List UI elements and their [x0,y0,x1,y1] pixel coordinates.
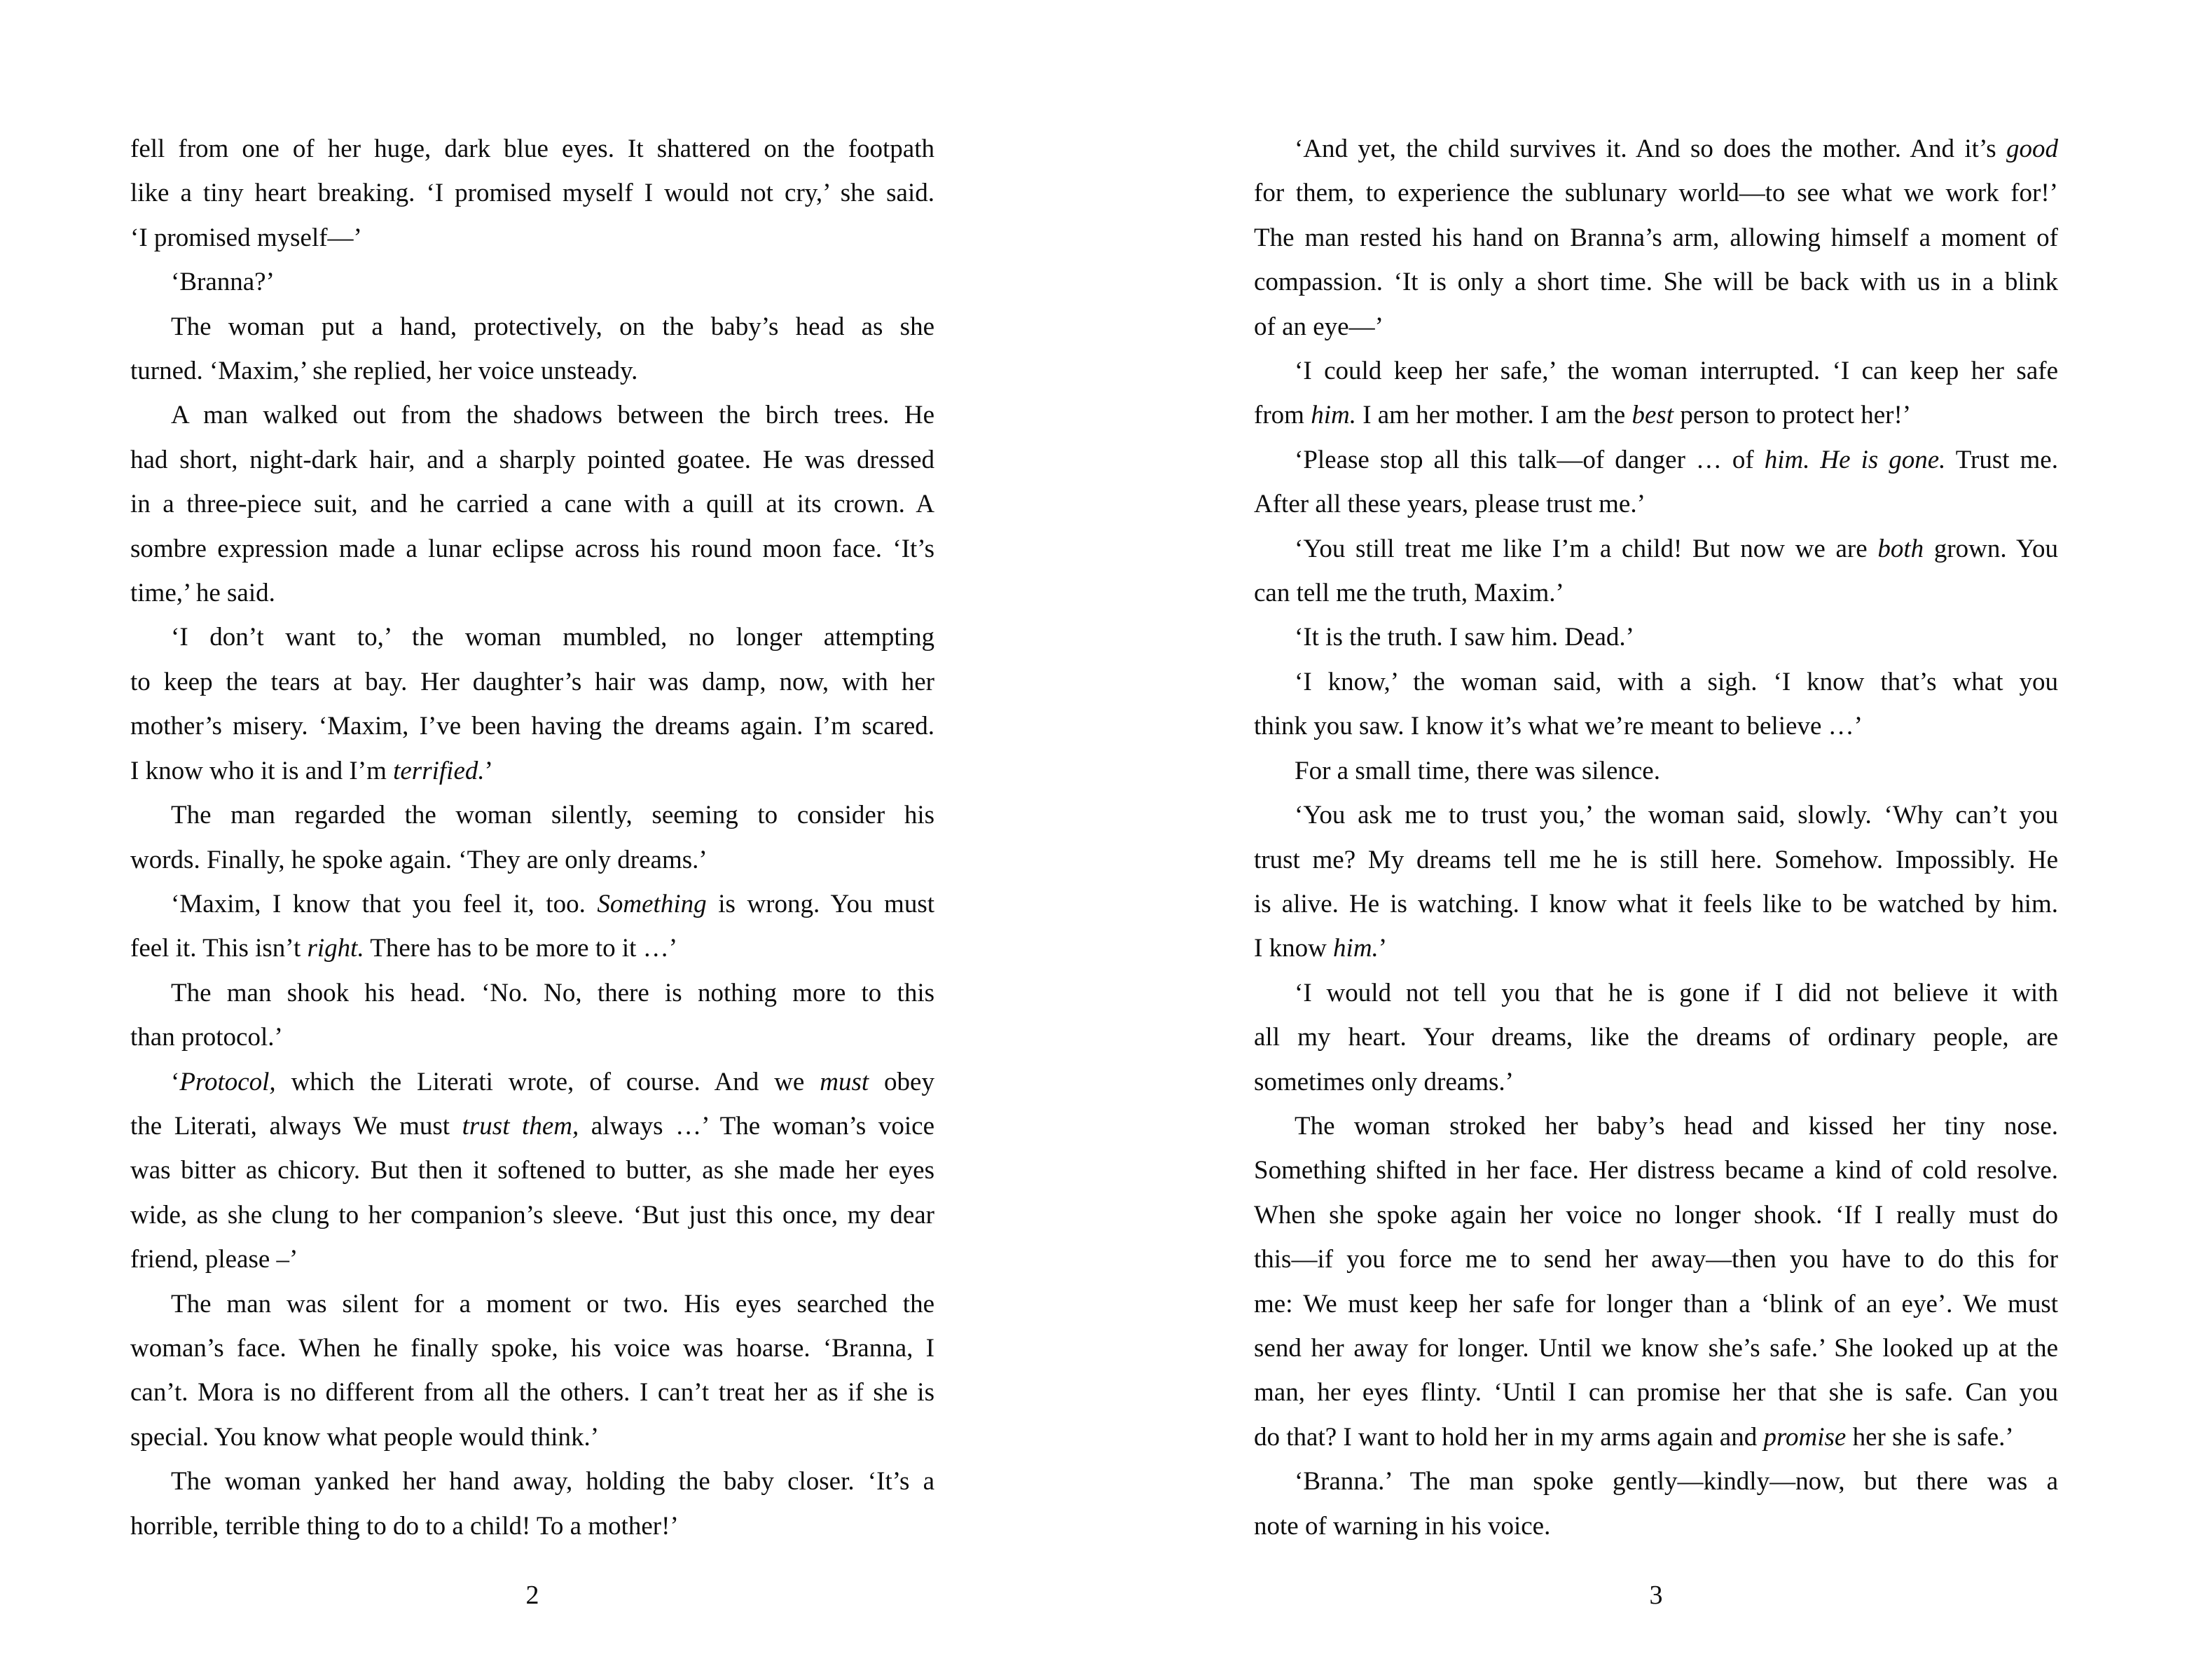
body-text: which the Literati wrote, of course. And we [275,1067,820,1096]
emphasis-text: good [2006,135,2058,163]
body-text: her she is safe.’ [1846,1422,2014,1452]
page-left-text-column [130,127,934,1548]
emphasis-text: trust them, [462,1111,579,1141]
text-line [130,704,934,748]
body-text: woman’s face. When he finally spoke, his voice was hoarse. ‘Branna, I [130,1333,934,1363]
body-text: I am her mother. I am the [1355,401,1632,430]
body-text: turned. ‘Maxim,’ she replied, her voice unsteady. [130,357,638,386]
text-line [130,1193,934,1237]
body-text: obey [869,1067,934,1096]
body-text: was bitter as chicory. But then it softened to butter, as she made her eyes [130,1156,934,1185]
emphasis-text: promise [1763,1422,1847,1452]
emphasis-text: both [1877,534,1924,563]
emphasis-text: him. [1311,401,1356,430]
text-line [1254,571,2058,615]
text-line [1254,1459,2058,1503]
body-text: person to protect her!’ [1674,401,1912,430]
emphasis-text: best [1631,401,1674,430]
text-line [130,1148,934,1192]
text-line [1254,660,2058,704]
text-line [1254,1193,2058,1237]
emphasis-text: right. [307,934,364,963]
text-line [130,171,934,215]
text-line [130,127,934,171]
body-text: can’t. Mora is no different from all the others. I can’t treat her as if she is [130,1378,934,1407]
body-text: wide, as she clung to her companion’s sleeve. ‘But just this once, my dear [130,1200,934,1230]
text-line [130,971,934,1015]
body-text: can tell me the truth, Maxim.’ [1254,579,1564,608]
text-line [1254,438,2058,482]
text-line [130,305,934,349]
text-line [1254,1504,2058,1548]
text-line [130,926,934,970]
text-line [1254,1415,2058,1459]
body-text: trust me? My dreams tell me he is still here. Somehow. Impossibly. He [1254,845,2058,874]
body-text: always …’ The woman’s voice [579,1111,934,1141]
text-line [130,1060,934,1104]
body-text: feel it. This isn’t [130,934,308,963]
body-text: ‘I could keep her safe,’ the woman interrupted. ‘I can keep her safe [1295,357,2058,386]
text-line [1254,793,2058,837]
body-text: fell from one of her huge, dark blue eyes. It shattered on the footpath [130,135,934,163]
body-text: for them, to experience the sublunary world—to see what we work for!’ [1254,179,2058,208]
emphasis-text: Something [597,889,707,918]
text-line [1254,838,2058,882]
text-line [130,882,934,926]
body-text: the Literati, always We must [130,1111,462,1141]
body-text: is wrong. You must [706,889,934,918]
text-line [1254,882,2058,926]
text-line [1254,305,2058,349]
text-line [130,793,934,837]
text-line [130,438,934,482]
body-text: all my heart. Your dreams, like the dreams of ordinary people, are [1254,1023,2058,1052]
body-text: A man walked out from the shadows between the birch trees. He [171,401,934,430]
page-right-text-column [1254,127,2058,1548]
body-text: ‘And yet, the child survives it. And so does the mother. And it’s [1295,135,2006,163]
body-text: There has to be more to it …’ [364,934,678,963]
text-line [1254,1060,2058,1104]
text-line [130,1104,934,1148]
body-text: The man shook his head. ‘No. No, there is nothing more to this [171,978,934,1007]
text-line [130,216,934,260]
body-text: compassion. ‘It is only a short time. She will be back with us in a blink [1254,268,2058,297]
text-line [130,1370,934,1414]
text-line [1254,1237,2058,1281]
text-line [130,660,934,704]
body-text: For a small time, there was silence. [1295,756,1660,785]
text-line [1254,260,2058,304]
text-line [1254,527,2058,571]
text-line [130,393,934,437]
text-line [1254,1148,2058,1192]
text-line [130,1326,934,1370]
text-line [130,1504,934,1548]
text-line [130,1237,934,1281]
body-text: ‘ [171,1067,180,1096]
body-text: ‘I don’t want to,’ the woman mumbled, no longer attempting [171,623,934,652]
emphasis-text: him. [1333,934,1379,963]
text-line [130,1459,934,1503]
body-text: sometimes only dreams.’ [1254,1067,1514,1096]
emphasis-text: him. He is gone. [1764,445,1946,474]
body-text: ‘It is the truth. I saw him. Dead.’ [1295,623,1634,652]
body-text: do that? I want to hold her in my arms again and [1254,1422,1764,1452]
body-text: ‘Maxim, I know that you feel it, too. [171,889,598,918]
body-text: than protocol.’ [130,1023,283,1052]
body-text: I know who it is and I’m [130,756,394,785]
text-line [1254,615,2058,659]
body-text: friend, please –’ [130,1245,298,1274]
body-text: to keep the tears at bay. Her daughter’s hair was damp, now, with her [130,667,934,696]
emphasis-text: terrified. [393,756,485,785]
body-text: horrible, terrible thing to do to a child! To a mother!’ [130,1511,679,1541]
text-line [1254,926,2058,970]
body-text: like a tiny heart breaking. ‘I promised myself I would not cry,’ she said. [130,179,934,208]
body-text: The man regarded the woman silently, seeming to consider his [171,801,934,830]
page-left [130,0,934,1680]
body-text: had short, night-dark hair, and a sharply pointed goatee. He was dressed [130,445,934,474]
body-text: man, her eyes flinty. ‘Until I can promise her that she is safe. Can you [1254,1378,2058,1407]
text-line [1254,749,2058,793]
body-text: in a three-piece suit, and he carried a cane with a quill at its crown. A [130,490,934,519]
text-line [130,838,934,882]
body-text: special. You know what people would think.’ [130,1422,600,1452]
body-text: The man was silent for a moment or two. His eyes searched the [171,1289,934,1318]
page-right [1254,0,2058,1680]
text-line [1254,971,2058,1015]
body-text: ’ [1378,934,1388,963]
text-line [1254,482,2058,526]
body-text: Trust me. [1945,445,2058,474]
text-line [130,1282,934,1326]
body-text: ‘Branna?’ [171,268,275,297]
page-number-right: 3 [1649,1581,1663,1610]
body-text: time,’ he said. [130,579,275,608]
text-line [130,749,934,793]
text-line [1254,393,2058,437]
body-text: ‘You ask me to trust you,’ the woman said, slowly. ‘Why can’t you [1295,801,2058,830]
body-text: ‘I would not tell you that he is gone if I did not believe it with [1295,978,2058,1007]
text-line [1254,349,2058,393]
body-text: When she spoke again her voice no longer shook. ‘If I really must do [1254,1200,2058,1230]
body-text: The woman stroked her baby’s head and kissed her tiny nose. [1295,1111,2058,1141]
text-line [130,527,934,571]
text-line [1254,704,2058,748]
body-text: think you saw. I know it’s what we’re meant to believe …’ [1254,712,1863,741]
body-text: of an eye—’ [1254,312,1384,341]
page-number-left: 2 [525,1581,539,1610]
body-text: ‘Branna.’ The man spoke gently—kindly—now, but there was a [1295,1467,2058,1496]
text-line [130,482,934,526]
body-text: ‘Please stop all this talk—of danger … of [1295,445,1765,474]
text-line [1254,1326,2058,1370]
text-line [130,349,934,393]
body-text: ’ [484,756,493,785]
body-text: The man rested his hand on Branna’s arm, allowing himself a moment of [1254,223,2058,252]
body-text: grown. You [1924,534,2059,563]
body-text: Something shifted in her face. Her distress became a kind of cold resolve. [1254,1156,2058,1185]
text-line [1254,1104,2058,1148]
text-line [130,260,934,304]
body-text: ‘You still treat me like I’m a child! But now we are [1295,534,1878,563]
body-text: note of warning in his voice. [1254,1511,1551,1541]
text-line [1254,127,2058,171]
text-line [130,1415,934,1459]
body-text: I know [1254,934,1334,963]
body-text: this—if you force me to send her away—then you have to do this for [1254,1245,2058,1274]
body-text: is alive. He is watching. I know what it feels like to be watched by him. [1254,889,2058,918]
body-text: ‘I promised myself—’ [130,223,362,252]
text-line [130,1015,934,1059]
body-text: from [1254,401,1311,430]
text-line [130,571,934,615]
text-line [1254,171,2058,215]
text-line [1254,1282,2058,1326]
body-text: words. Finally, he spoke again. ‘They are only dreams.’ [130,845,708,874]
text-line [1254,1015,2058,1059]
body-text: After all these years, please trust me.’ [1254,490,1645,519]
body-text: The woman put a hand, protectively, on the baby’s head as she [171,312,934,341]
text-line [1254,1370,2058,1414]
text-line [130,615,934,659]
body-text: send her away for longer. Until we know she’s safe.’ She looked up at the [1254,1333,2058,1363]
body-text: mother’s misery. ‘Maxim, I’ve been having the dreams again. I’m scared. [130,712,934,741]
emphasis-text: Protocol, [179,1067,276,1096]
emphasis-text: must [820,1067,869,1096]
body-text: ‘I know,’ the woman said, with a sigh. ‘I know that’s what you [1295,667,2058,696]
body-text: me: We must keep her safe for longer than a ‘blink of an eye’. We must [1254,1289,2058,1318]
text-line [1254,216,2058,260]
body-text: sombre expression made a lunar eclipse across his round moon face. ‘It’s [130,534,934,563]
body-text: The woman yanked her hand away, holding the baby closer. ‘It’s a [171,1467,934,1496]
